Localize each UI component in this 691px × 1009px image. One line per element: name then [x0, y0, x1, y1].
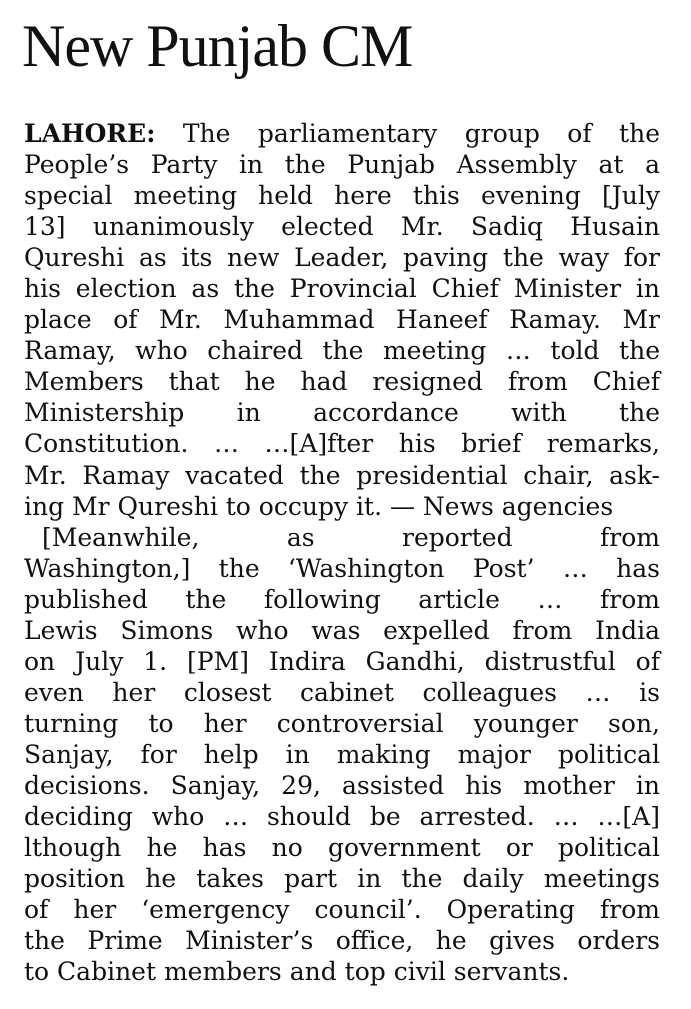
- article-line: on July 1. [PM] Indira Gandhi, distrustful of: [24, 646, 660, 676]
- article-line: of her ‘emergency council’. Operating from: [24, 895, 660, 925]
- article-line: Sanjay, for help in making major political: [24, 739, 660, 769]
- headline: New Punjab CM: [22, 13, 413, 79]
- article-line: People’s Party in the Punjab Assembly at a: [24, 150, 660, 180]
- article-body: [24, 118, 660, 987]
- article-line: decisions. Sanjay, 29, assisted his mother in: [24, 770, 660, 800]
- article-line: Qureshi as its new Leader, paving the way for: [24, 243, 660, 273]
- article-line: special meeting held here this evening [July: [24, 181, 660, 211]
- article-line: Lewis Simons who was expelled from India: [24, 615, 660, 645]
- article-line: 13] unanimously elected Mr. Sadiq Husain: [24, 212, 660, 242]
- article-line: Ramay, who chaired the meeting … told the: [24, 336, 660, 366]
- article-line: Ministership in accordance with the: [24, 398, 660, 428]
- dateline: LAHORE:: [24, 119, 156, 148]
- article-line-text: The parliamentary group of the: [155, 119, 660, 148]
- article-line: turning to her controversial younger son,: [24, 708, 660, 738]
- article-line: his election as the Provincial Chief Minister in: [24, 274, 660, 304]
- article-line: [Meanwhile, as reported from: [42, 522, 660, 552]
- article-line: ing Mr Qureshi to occupy it. — News agencies: [24, 491, 614, 521]
- article-line: Washington,] the ‘Washington Post’ … has: [24, 553, 660, 583]
- article-line: published the following article … from: [24, 584, 660, 614]
- article-line: Mr. Ramay vacated the presidential chair, ask-: [24, 460, 660, 490]
- article-line: deciding who … should be arrested. … …[A]: [24, 802, 660, 832]
- article-line: [24, 118, 660, 149]
- article-line: the Prime Minister’s office, he gives orders: [24, 926, 660, 956]
- article-line: position he takes part in the daily meetings: [24, 864, 660, 894]
- article-line: even her closest cabinet colleagues … is: [24, 677, 660, 707]
- article-line: to Cabinet members and top civil servants.: [24, 957, 570, 987]
- article-line: Members that he had resigned from Chief: [24, 367, 660, 397]
- article-line: Constitution. … …[A]fter his brief remarks,: [24, 429, 660, 459]
- article-line: lthough he has no government or political: [24, 833, 660, 863]
- article-line: place of Mr. Muhammad Haneef Ramay. Mr: [24, 305, 660, 335]
